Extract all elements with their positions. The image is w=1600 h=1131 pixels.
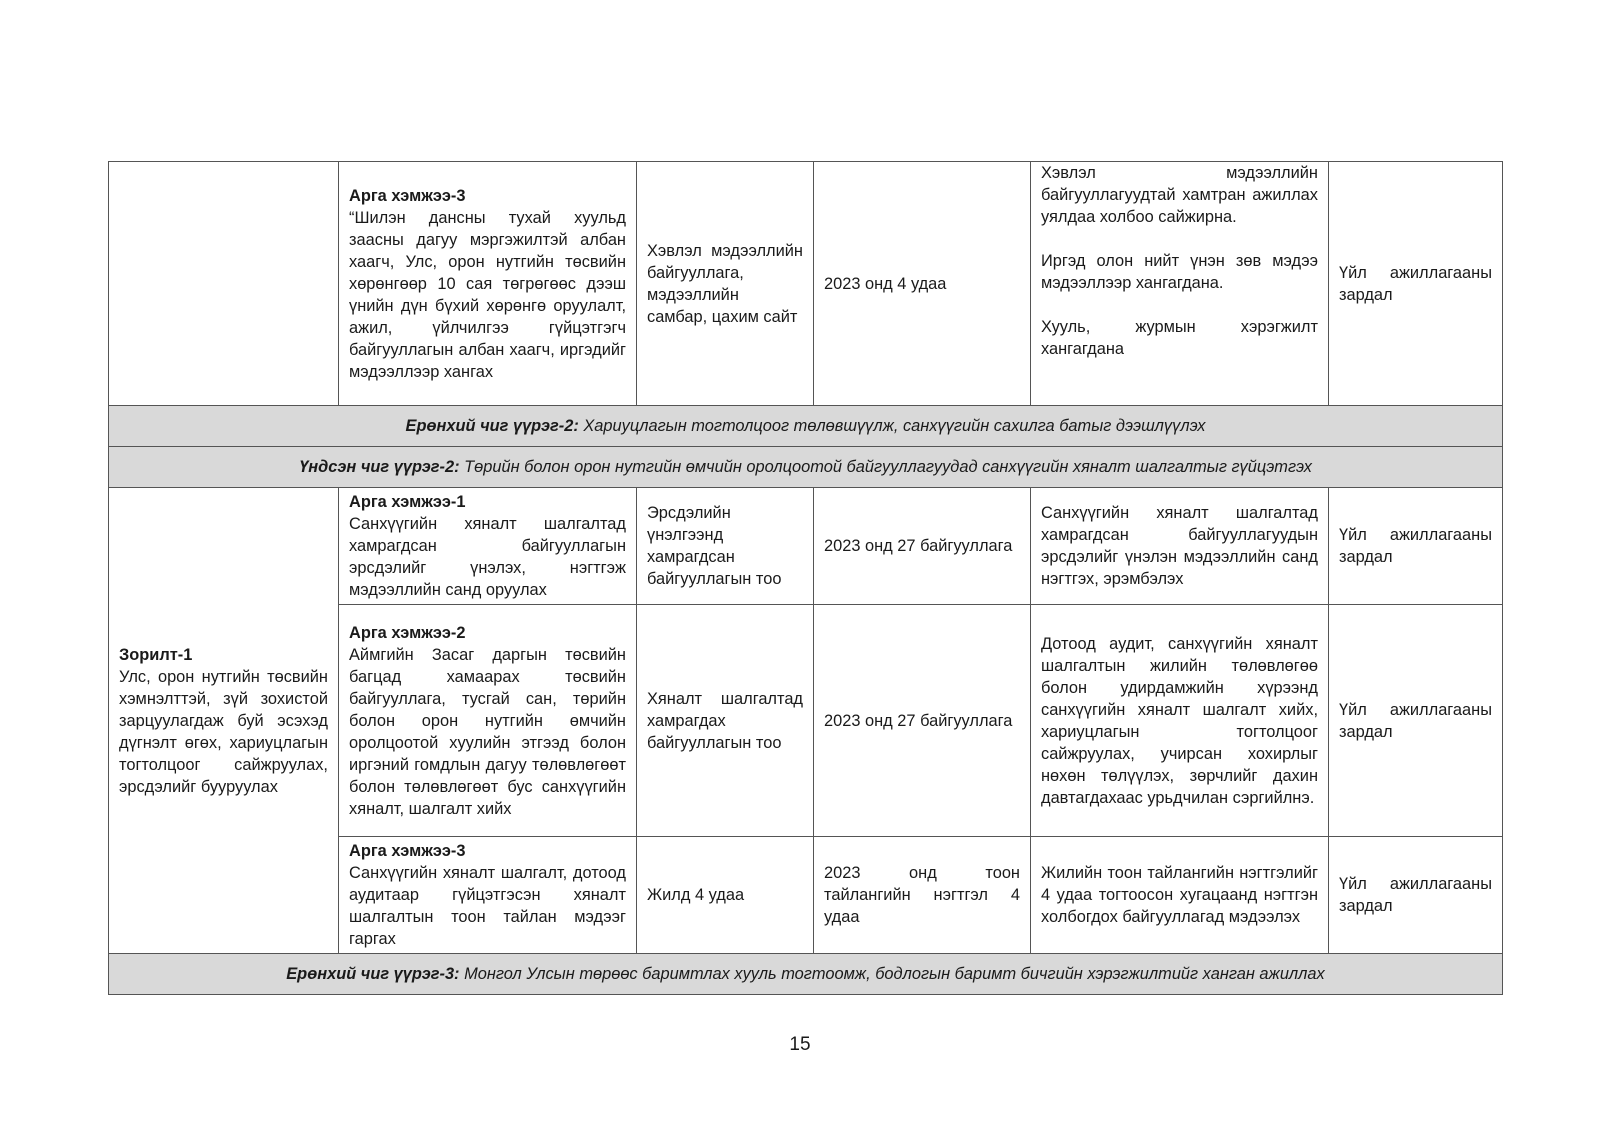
table-row-action-1 [109,488,1503,605]
core-function-2-text: Төрийн болон орон нутгийн өмчийн оролцоотой байгууллагуудад санхүүгийн хяналт шалгалтыг гүйцэтгэх [459,458,1312,476]
indicator-cell: Хяналт шалгалтад хамрагдах байгууллагын тоо [637,605,814,837]
general-function-3-text: Монгол Улсын төрөөс баримтлах хууль тогтоомж, бодлогын баримт бичгийн хэрэгжилтийг ханган ажиллах [459,965,1325,983]
result-cell: Дотоод аудит, санхүүгийн хяналт шалгалтын жилийн төлөвлөгөө болон удирдамжийн хүрээнд санхүүгийн хяналт шалгалт хийх, хариуцлагын тогтолцоог сайжруулах, учирсан хохирлыг нөхөн төлүүлэх, зөрчлийг дахин давтагдахаас урьдчилан сэргийлнэ. [1031,605,1329,837]
action-text: Аймгийн Засаг даргын төсвийн багцад хамаарах төсвийн байгууллага, тусгай сан, төрийн болон орон нутгийн өмчийн оролцоотой хуулийн этгээд болон иргэний гомдлын дагуу төлөвлөгөөт болон төлөвлөгөөт бус санхүүгийн хяналт, шалгалт хийх [349,645,626,818]
result-cell [1031,162,1329,406]
indicator-cell: Хэвлэл мэдээллийн байгууллага, мэдээллийн самбар, цахим сайт [637,162,814,406]
result-text-2: Иргэд олон нийт үнэн зөв мэдээ мэдээллээр хангагдана. [1041,252,1318,292]
action-title: Арга хэмжээ-1 [349,493,466,511]
funding-cell: Үйл ажиллагааны зардал [1329,488,1503,605]
page-number: 15 [789,1034,811,1055]
action-title: Арга хэмжээ-3 [349,186,466,205]
objective-text: Улс, орон нутгийн төсвийн хэмнэлттэй, зүй зохистой зарцуулагдаж буй эсэхэд дүгнэлт өгөх, хариуцлагын тогтолцоог сайжруулах, эрсдэлийг бууруулах [119,667,328,796]
objective-cell [109,488,339,954]
empty-objective-cell [109,162,339,406]
general-function-2-row [109,406,1503,447]
target-cell: 2023 онд 27 байгууллага [814,488,1031,605]
action-cell [339,488,637,605]
general-function-2-text: Хариуцлагын тогтолцоог төлөвшүүлж, санхүүгийн сахилга батыг дээшлүүлэх [578,417,1206,435]
action-text: Санхүүгийн хяналт шалгалт, дотоод аудитаар гүйцэтгэсэн хяналт шалгалтын тоон тайлан мэдээг гаргах [349,864,626,948]
action-text: Санхүүгийн хяналт шалгалтад хамрагдсан байгууллагын эрсдэлийг үнэлэх, нэгтгэж мэдээллийн санд оруулах [349,515,626,599]
objective-title: Зорилт-1 [119,645,193,664]
general-function-2-label: Ерөнхий чиг үүрэг-2: [405,417,579,435]
result-text-1: Хэвлэл мэдээллийн байгууллагуудтай хамтран ажиллах уялдаа холбоо сайжирна. [1041,164,1318,226]
action-text: “Шилэн дансны тухай хуульд заасны дагуу мэргэжилтэй албан хаагч, Улс, орон нутгийн төсвийн хөрөнгөөр 10 сая төгрөгөөс дээш үнийн дүн бүхий хөрөнгө оруулалт, ажил, үйлчилгээ гүйцэтгэгч байгууллагын албан хаагч, иргэдийг мэдээллээр хангах [349,208,626,381]
result-cell: Жилийн тоон тайлангийн нэгтгэлийг 4 удаа тогтоосон хугацаанд нэгтгэн холбогдох байгууллагад мэдээлэх [1031,837,1329,954]
target-cell: 2023 онд 27 байгууллага [814,605,1031,837]
target-cell: 2023 онд 4 удаа [814,162,1031,406]
general-function-3-label: Ерөнхий чиг үүрэг-3: [286,965,460,983]
result-text-3: Хууль, журмын хэрэгжилт хангагдана [1041,318,1318,358]
action-cell [339,837,637,954]
core-function-2-row [109,447,1503,488]
funding-cell: Үйл ажиллагааны зардал [1329,605,1503,837]
general-function-3-row [109,954,1503,995]
action-cell [339,605,637,837]
indicator-cell: Эрсдэлийн үнэлгээнд хамрагдсан байгууллагын тоо [637,488,814,605]
core-function-2-label: Үндсэн чиг үүрэг-2: [299,458,460,476]
general-function-2-cell [109,406,1503,447]
action-title: Арга хэмжээ-3 [349,842,466,860]
action-plan-table [108,161,1503,995]
general-function-3-cell [109,954,1503,995]
result-cell: Санхүүгийн хяналт шалгалтад хамрагдсан байгууллагуудын эрсдэлийг үнэлэн мэдээллийн санд нэгтгэх, эрэмбэлэх [1031,488,1329,605]
action-title: Арга хэмжээ-2 [349,623,466,642]
action-cell [339,162,637,406]
core-function-2-cell [109,447,1503,488]
funding-cell: Үйл ажиллагааны зардал [1329,837,1503,954]
table-row-action-3-top [109,162,1503,406]
indicator-cell: Жилд 4 удаа [637,837,814,954]
target-cell: 2023 онд тоон тайлангийн нэгтгэл 4 удаа [814,837,1031,954]
funding-cell: Үйл ажиллагааны зардал [1329,162,1503,406]
